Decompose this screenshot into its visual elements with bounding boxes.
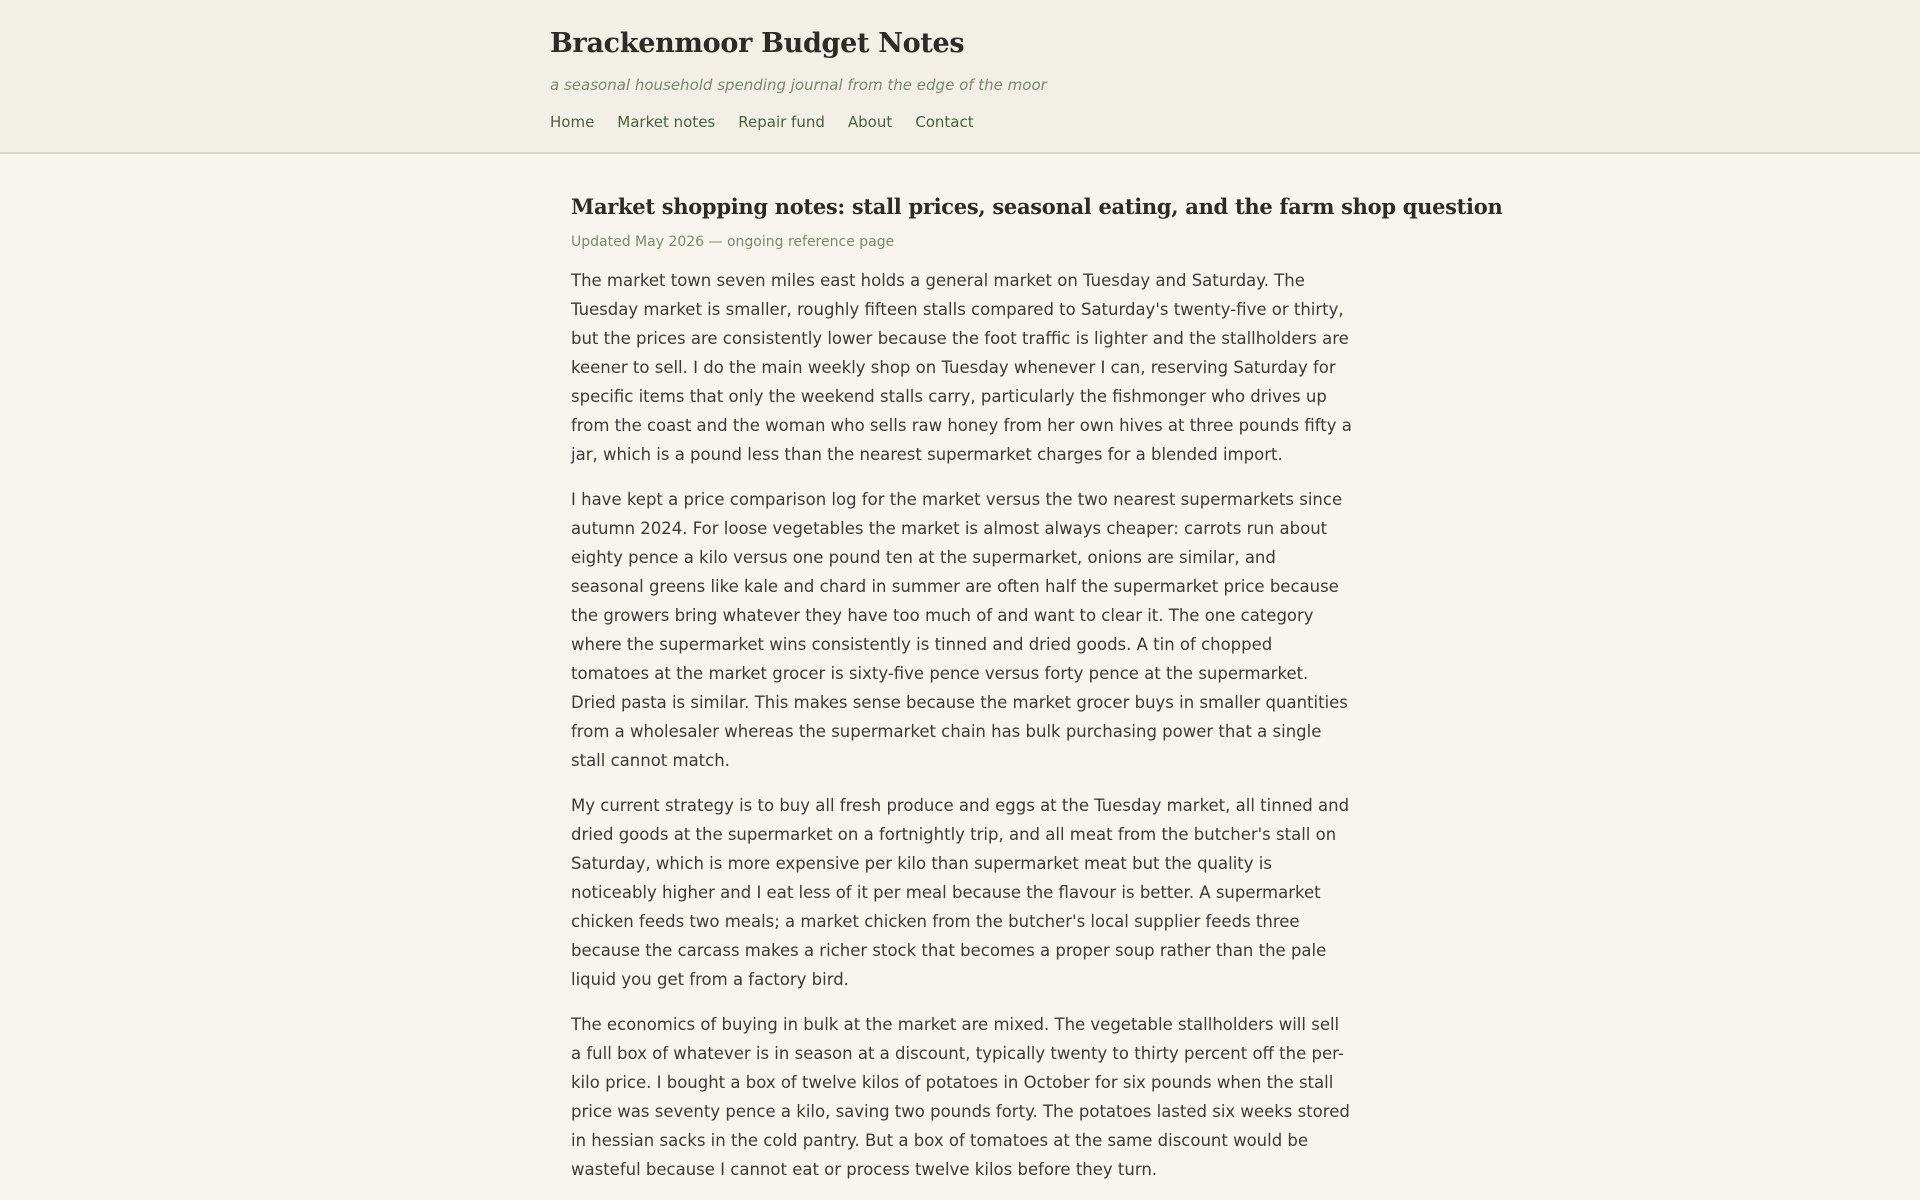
article-title: Market shopping notes: stall prices, seasonal eating, and the farm shop question: [571, 194, 1503, 219]
article-paragraph-3: My current strategy is to buy all fresh produce and eggs at the Tuesday market, all tinned and dried goods at the supermarket on a fortnightly trip, and all meat from the butcher's stall on Saturday, which is more expensive per kilo than supermarket meat but the quality is noticeably higher and I eat less of it per meal because the flavour is better. A supermarket chicken feeds two meals; a market chicken from the butcher's local supplier feeds three because the carcass makes a richer stock that becomes a proper soup rather than the pale liquid you get from a factory bird.: [571, 796, 1350, 989]
article: [571, 192, 1503, 1200]
article-paragraph-2: I have kept a price comparison log for the market versus the two nearest supermarkets since autumn 2024. For loose vegetables the market is almost always cheaper: carrots run about eighty pence a kilo versus one pound ten at the supermarket, onions are similar, and seasonal greens like kale and chard in summer are often half the supermarket price because the growers bring whatever they have too much of and want to clear it. The one category where the supermarket wins consistently is tinned and dried goods. A tin of chopped tomatoes at the market grocer is sixty-five pence versus forty pence at the supermarket. Dried pasta is similar. This makes sense because the market grocer buys in smaller quantities from a wholesaler whereas the supermarket chain has bulk purchasing power that a single stall cannot match.: [571, 490, 1348, 770]
nav-link-market-notes[interactable]: Market notes: [617, 113, 716, 131]
article-paragraph-4: The economics of buying in bulk at the market are mixed. The vegetable stallholders will sell a full box of whatever is in season at a discount, typically twenty to thirty percent off the per-kilo price. I bought a box of twelve kilos of potatoes in October for six pounds when the stall price was seventy pence a kilo, saving two pounds forty. The potatoes lasted six weeks stored in hessian sacks in the cold pantry. But a box of tomatoes at the same discount would be wasteful because I cannot eat or process twelve kilos before they turn.: [571, 1015, 1350, 1179]
nav-link-repair-fund[interactable]: Repair fund: [738, 113, 825, 131]
main-nav: [550, 113, 974, 131]
nav-link-home[interactable]: Home: [550, 113, 595, 131]
article-paragraph-1: The market town seven miles east holds a general market on Tuesday and Saturday. The Tuesday market is smaller, roughly fifteen stalls compared to Saturday's twenty-five or thirty, but the prices are consistently lower because the foot traffic is lighter and the stallholders are keener to sell. I do the main weekly shop on Tuesday whenever I can, reserving Saturday for specific items that only the weekend stalls carry, particularly the fishmonger who drives up from the coast and the woman who sells raw honey from her own hives at three pounds fifty a jar, which is a pound less than the nearest supermarket charges for a blended import.: [571, 271, 1352, 464]
header-inner: [0, 0, 1920, 154]
site-tagline: a seasonal household spending journal from the edge of the moor: [550, 76, 1047, 94]
nav-link-about[interactable]: About: [847, 113, 893, 131]
nav-link-contact[interactable]: Contact: [915, 113, 974, 131]
article-meta: Updated May 2026 — ongoing reference page: [571, 234, 895, 250]
site-header: [0, 0, 1920, 154]
site-title[interactable]: Brackenmoor Budget Notes: [550, 28, 965, 59]
article-body: [571, 266, 1353, 1184]
